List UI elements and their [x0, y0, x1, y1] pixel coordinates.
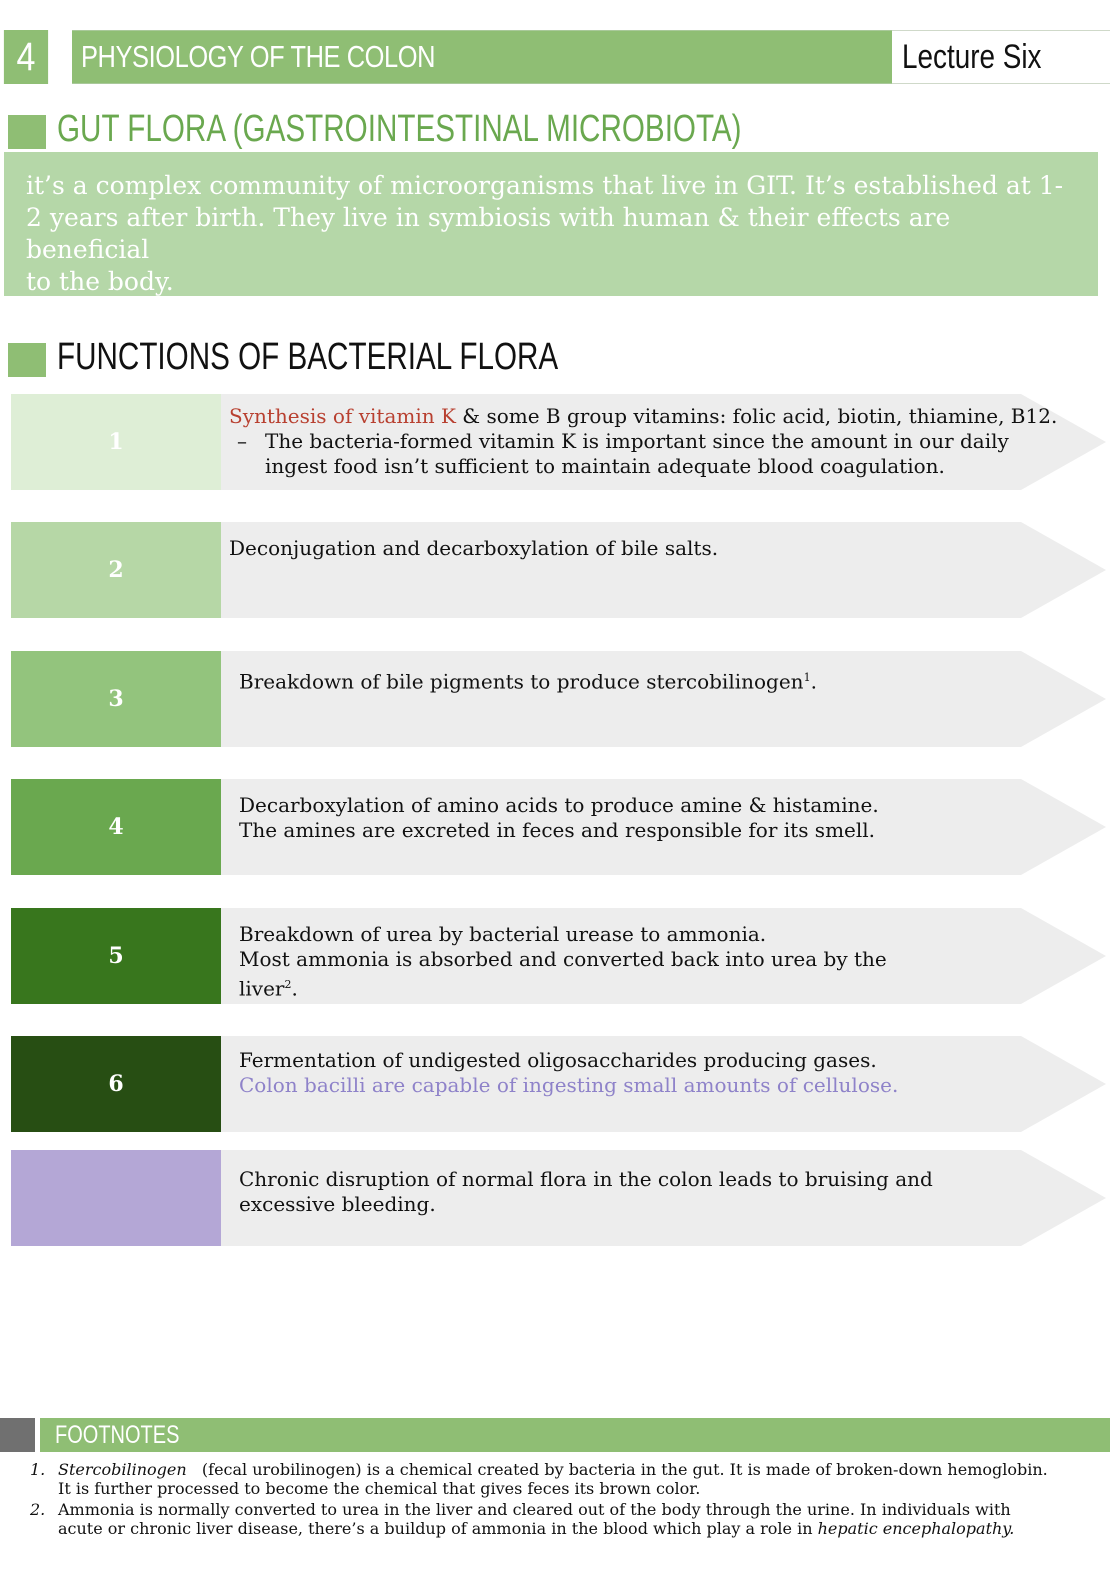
bullet-line-2: ingest food isn’t sufficient to maintain adequate blood coagulation. [265, 454, 945, 478]
definition-line-3: to the body. [26, 267, 174, 296]
function-6-line-2: Colon bacilli are capable of ingesting small amounts of cellulose. [239, 1073, 899, 1097]
vitamin-k-highlight: Synthesis of vitamin K [229, 404, 456, 428]
function-row-1 [11, 394, 1106, 490]
function-text-7 [239, 1167, 933, 1217]
footnote-1-text2: It is further processed to become the chemical that gives feces its brown color. [58, 1479, 701, 1498]
dash-bullet-icon: – [237, 429, 247, 453]
function-number-3: 3 [11, 651, 221, 747]
footnotes-marker [0, 1418, 35, 1452]
function-4-line-1: Decarboxylation of amino acids to produce amine & histamine. [239, 793, 879, 817]
function-5-end: . [291, 976, 298, 1001]
function-number-6: 6 [11, 1036, 221, 1132]
function-text-3 [239, 665, 817, 695]
footnotes-bar [40, 1418, 1110, 1452]
footnotes-title: FOOTNOTES [55, 1421, 180, 1449]
footnote-2-marker: 2. [30, 1500, 46, 1519]
function-row-6 [11, 1036, 1106, 1132]
definition-line-1: it’s a complex community of microorganisms that live in GIT. It’s established at 1- [26, 171, 1064, 200]
footnote-2 [30, 1500, 1088, 1538]
bullet-line-1: The bacteria-formed vitamin K is important since the amount in our daily [265, 429, 1009, 453]
footnote-2-term: hepatic encephalopathy. [817, 1519, 1015, 1538]
function-row-4 [11, 779, 1106, 875]
function-3-line-1: Breakdown of bile pigments to produce stercobilinogen [239, 669, 804, 694]
function-7-line-2: excessive bleeding. [239, 1192, 436, 1216]
function-number-5: 5 [11, 908, 221, 1004]
gut-flora-title: GUT FLORA (GASTROINTESTINAL MICROBIOTA) [57, 108, 742, 150]
footnote-1-marker: 1. [30, 1460, 46, 1479]
function-row-3 [11, 651, 1106, 747]
function-2-line-1: Deconjugation and decarboxylation of bile salts. [229, 536, 719, 560]
function-text-2 [229, 536, 718, 561]
footnote-2-text1: Ammonia is normally converted to urea in the liver and cleared out of the body through the urine. In individuals with [58, 1500, 1011, 1519]
footnote-1-text1: (fecal urobilinogen) is a chemical created by bacteria in the gut. It is made of broken-down hemoglobin. [186, 1460, 1048, 1479]
functions-title: FUNCTIONS OF BACTERIAL FLORA [57, 336, 559, 378]
function-7-line-1: Chronic disruption of normal flora in the colon leads to bruising and [239, 1167, 933, 1191]
gut-flora-definition [4, 152, 1098, 296]
function-3-end: . [810, 669, 817, 694]
footnote-ref-1: 1 [803, 671, 811, 684]
header-gap [52, 30, 72, 84]
function-number-1: 1 [11, 394, 221, 490]
section-marker-functions [8, 343, 46, 377]
function-5-line-3: liver [239, 976, 285, 1001]
function-row-5 [11, 908, 1106, 1004]
function-text-4 [239, 793, 879, 843]
chapter-title: PHYSIOLOGY OF THE COLON [81, 39, 436, 74]
footnote-2-text2: acute or chronic liver disease, there’s a buildup of ammonia in the blood which play a role in [58, 1519, 818, 1538]
function-number-2: 2 [11, 522, 221, 618]
function-text-5 [239, 922, 887, 1002]
function-text-6 [239, 1048, 898, 1098]
section-marker-gut-flora [8, 115, 46, 149]
function-5-line-2: Most ammonia is absorbed and converted back into urea by the [239, 947, 887, 971]
chapter-number: 4 [4, 30, 48, 84]
function-5-line-1: Breakdown of urea by bacterial urease to ammonia. [239, 922, 767, 946]
footnote-1 [30, 1460, 1088, 1498]
function-number-4: 4 [11, 779, 221, 875]
function-row-7 [11, 1150, 1106, 1246]
definition-line-2: 2 years after birth. They live in symbiosis with human & their effects are beneficial [26, 203, 951, 264]
footnote-ref-2: 2 [284, 978, 292, 991]
footnote-1-term: Stercobilinogen [58, 1460, 187, 1479]
function-6-line-1: Fermentation of undigested oligosaccharides producing gases. [239, 1048, 877, 1072]
function-text-1 [229, 404, 1057, 479]
function-row-2 [11, 522, 1106, 618]
function-number-7 [11, 1150, 221, 1246]
vitamin-b-text: & some B group vitamins: folic acid, biotin, thiamine, B12. [455, 404, 1058, 428]
lecture-label: Lecture Six [902, 38, 1042, 76]
function-4-line-2: The amines are excreted in feces and responsible for its smell. [239, 818, 876, 842]
